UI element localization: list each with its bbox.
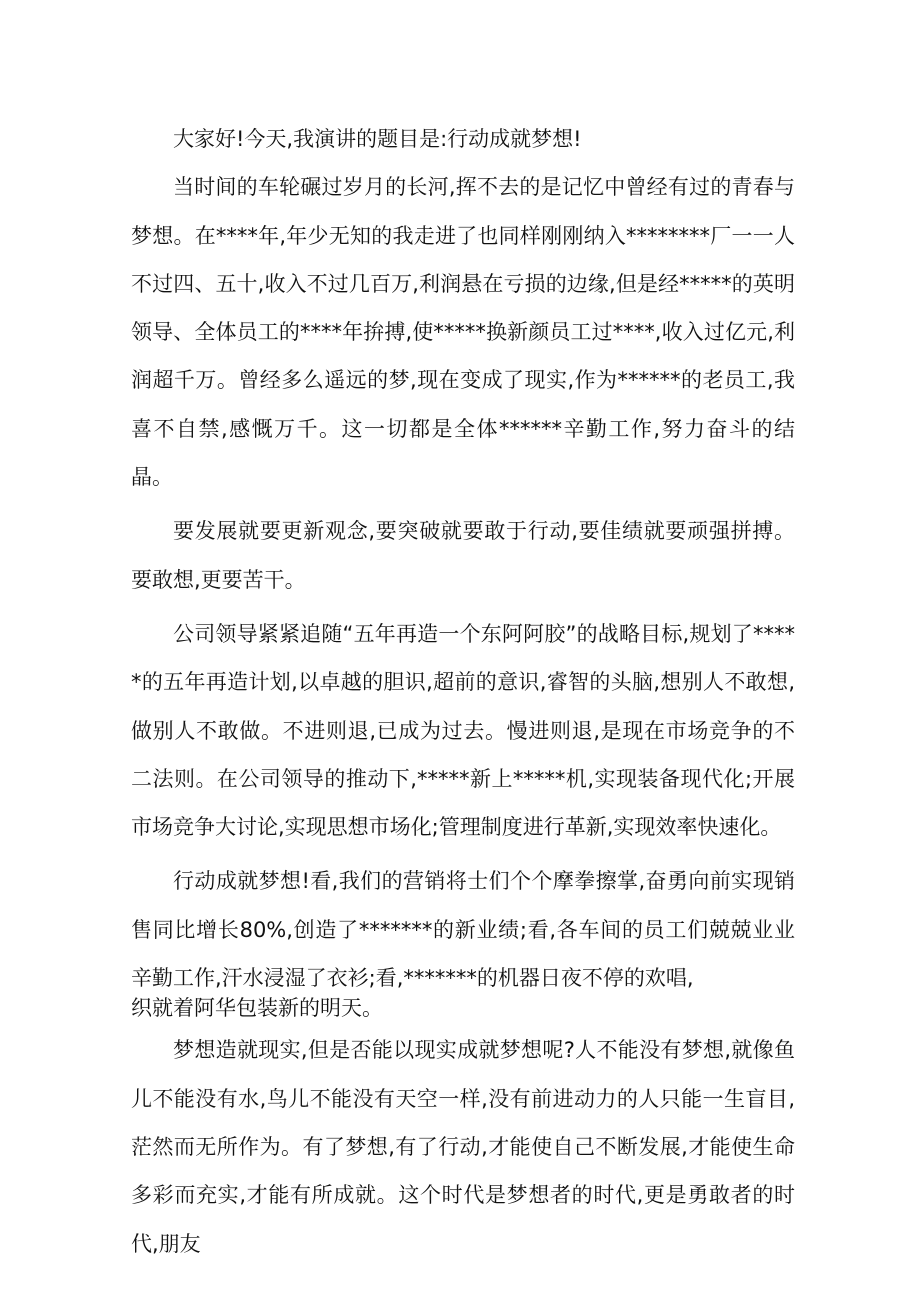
- paragraph-company-leadership: [131, 610, 795, 851]
- paragraph-greeting: [131, 115, 795, 163]
- paragraph-text: 公司领导紧紧追随“五年再造一个东阿阿胶”的战略目标,规划了*****的五年再造计划,以卓越的胆识,超前的意识,睿智的头脑,想别人不敢想,做别人不敢做。不进则退,已成为过去。慢进则退,是现在市场竞争的不二法则。在公司领导的推动下,*****新上*****机,实现装备现代化;开展市场竞争大讨论,实现思想市场化;管理制度进行革新,实现效率快速化。: [131, 621, 795, 840]
- paragraph-action: [131, 857, 795, 1020]
- paragraph-text: 大家好!今天,我演讲的题目是:行动成就梦想!: [173, 127, 582, 151]
- paragraph-memories: [131, 163, 795, 501]
- paragraph-text: 梦想造就现实,但是否能以现实成就梦想呢?人不能没有梦想,就像鱼儿不能没有水,鸟儿不能没有天空一样,没有前进动力的人只能一生盲目,茫然而无所作为。有了梦想,有了行动,才能使自己不断发展,才能使生命多彩而充实,才能有所成就。这个时代是梦想者的时代,更是勇敢者的时代,朋友: [131, 1038, 795, 1256]
- document-body: [131, 115, 795, 1268]
- paragraph-dream-reality: [131, 1026, 795, 1267]
- paragraph-text: 要发展就要更新观念,要突破就要敢于行动,要佳绩就要顽强拼搏。要敢想,更要苦干。: [131, 519, 795, 592]
- paragraph-text: 行动成就梦想!看,我们的营销将士们个个摩拳擦掌,奋勇向前实现销售同比增长80%,创造了*******的新业绩;看,各车间的员工们兢兢业业辛勤工作,汗水浸湿了衣衫;看,*******的机器日夜不停的欢唱,: [131, 869, 795, 991]
- paragraph-development: [131, 507, 795, 604]
- paragraph-tail-line: 织就着阿华包装新的明天。: [131, 996, 383, 1021]
- paragraph-text: 当时间的车轮碾过岁月的长河,挥不去的是记忆中曾经有过的青春与梦想。在****年,年少无知的我走进了也同样刚刚纳入********厂一一人不过四、五十,收入不过几百万,利润悬在亏损的边缘,但是经*****的英明领导、全体员工的****年拚搏,使*****换新颜员工过****,收入过亿元,利润超千万。曾经多么遥远的梦,现在变成了现实,作为******的老员工,我喜不自禁,感慨万千。这一切都是全体******辛勤工作,努力奋斗的结晶。: [131, 175, 795, 490]
